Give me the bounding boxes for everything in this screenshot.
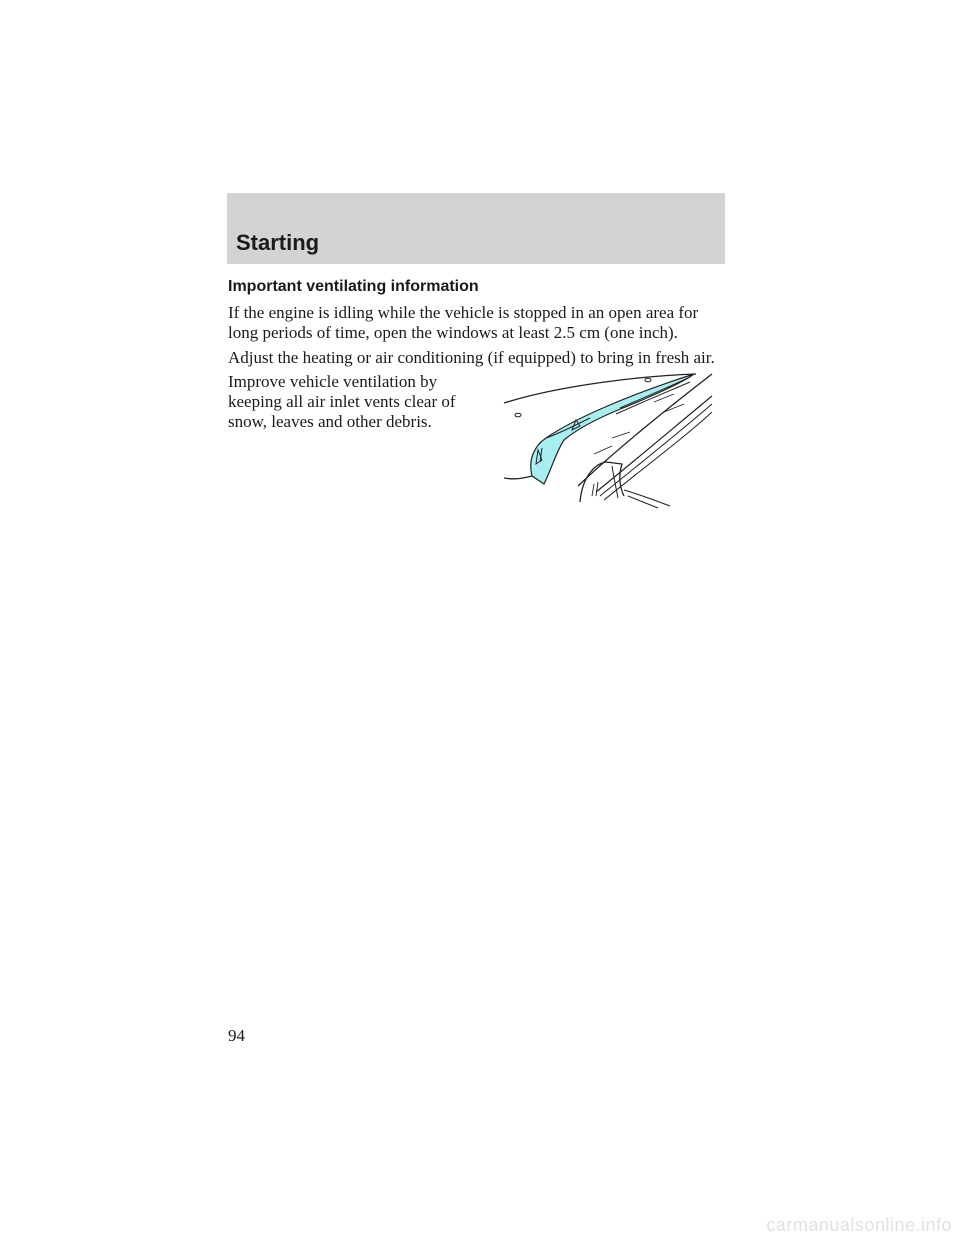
chapter-title: Starting — [236, 230, 320, 255]
page-number: 94 — [228, 1026, 245, 1045]
reflection-dash — [594, 446, 612, 454]
chapter-header — [227, 193, 725, 264]
hood-front-edge — [504, 476, 532, 479]
paragraph-air-inlet-vents: Improve vehicle ventilation by keeping all air inlet vents clear of snow, leaves and other debris. — [228, 372, 456, 431]
glass-mark — [596, 482, 598, 496]
paragraph-fresh-air: Adjust the heating or air conditioning (if equipped) to bring in fresh air. — [228, 348, 715, 367]
reflection-dash — [654, 394, 674, 402]
door-line — [628, 496, 658, 508]
washer-nozzle — [515, 413, 521, 417]
paragraph-idling: If the engine is idling while the vehicle is stopped in an open area for long periods of time, open the windows at least 2.5 cm (one inch). — [228, 303, 699, 342]
section-heading: Important ventilating information — [228, 278, 479, 295]
reflection-dash — [664, 404, 684, 412]
reflection-dash — [612, 432, 630, 438]
air-inlet-vent-illustration — [498, 368, 720, 510]
glass-mark — [592, 484, 594, 496]
washer-nozzle — [645, 378, 651, 382]
cowl-vent-slot — [620, 378, 688, 408]
watermark: carmanualsonline.info — [766, 1215, 952, 1235]
